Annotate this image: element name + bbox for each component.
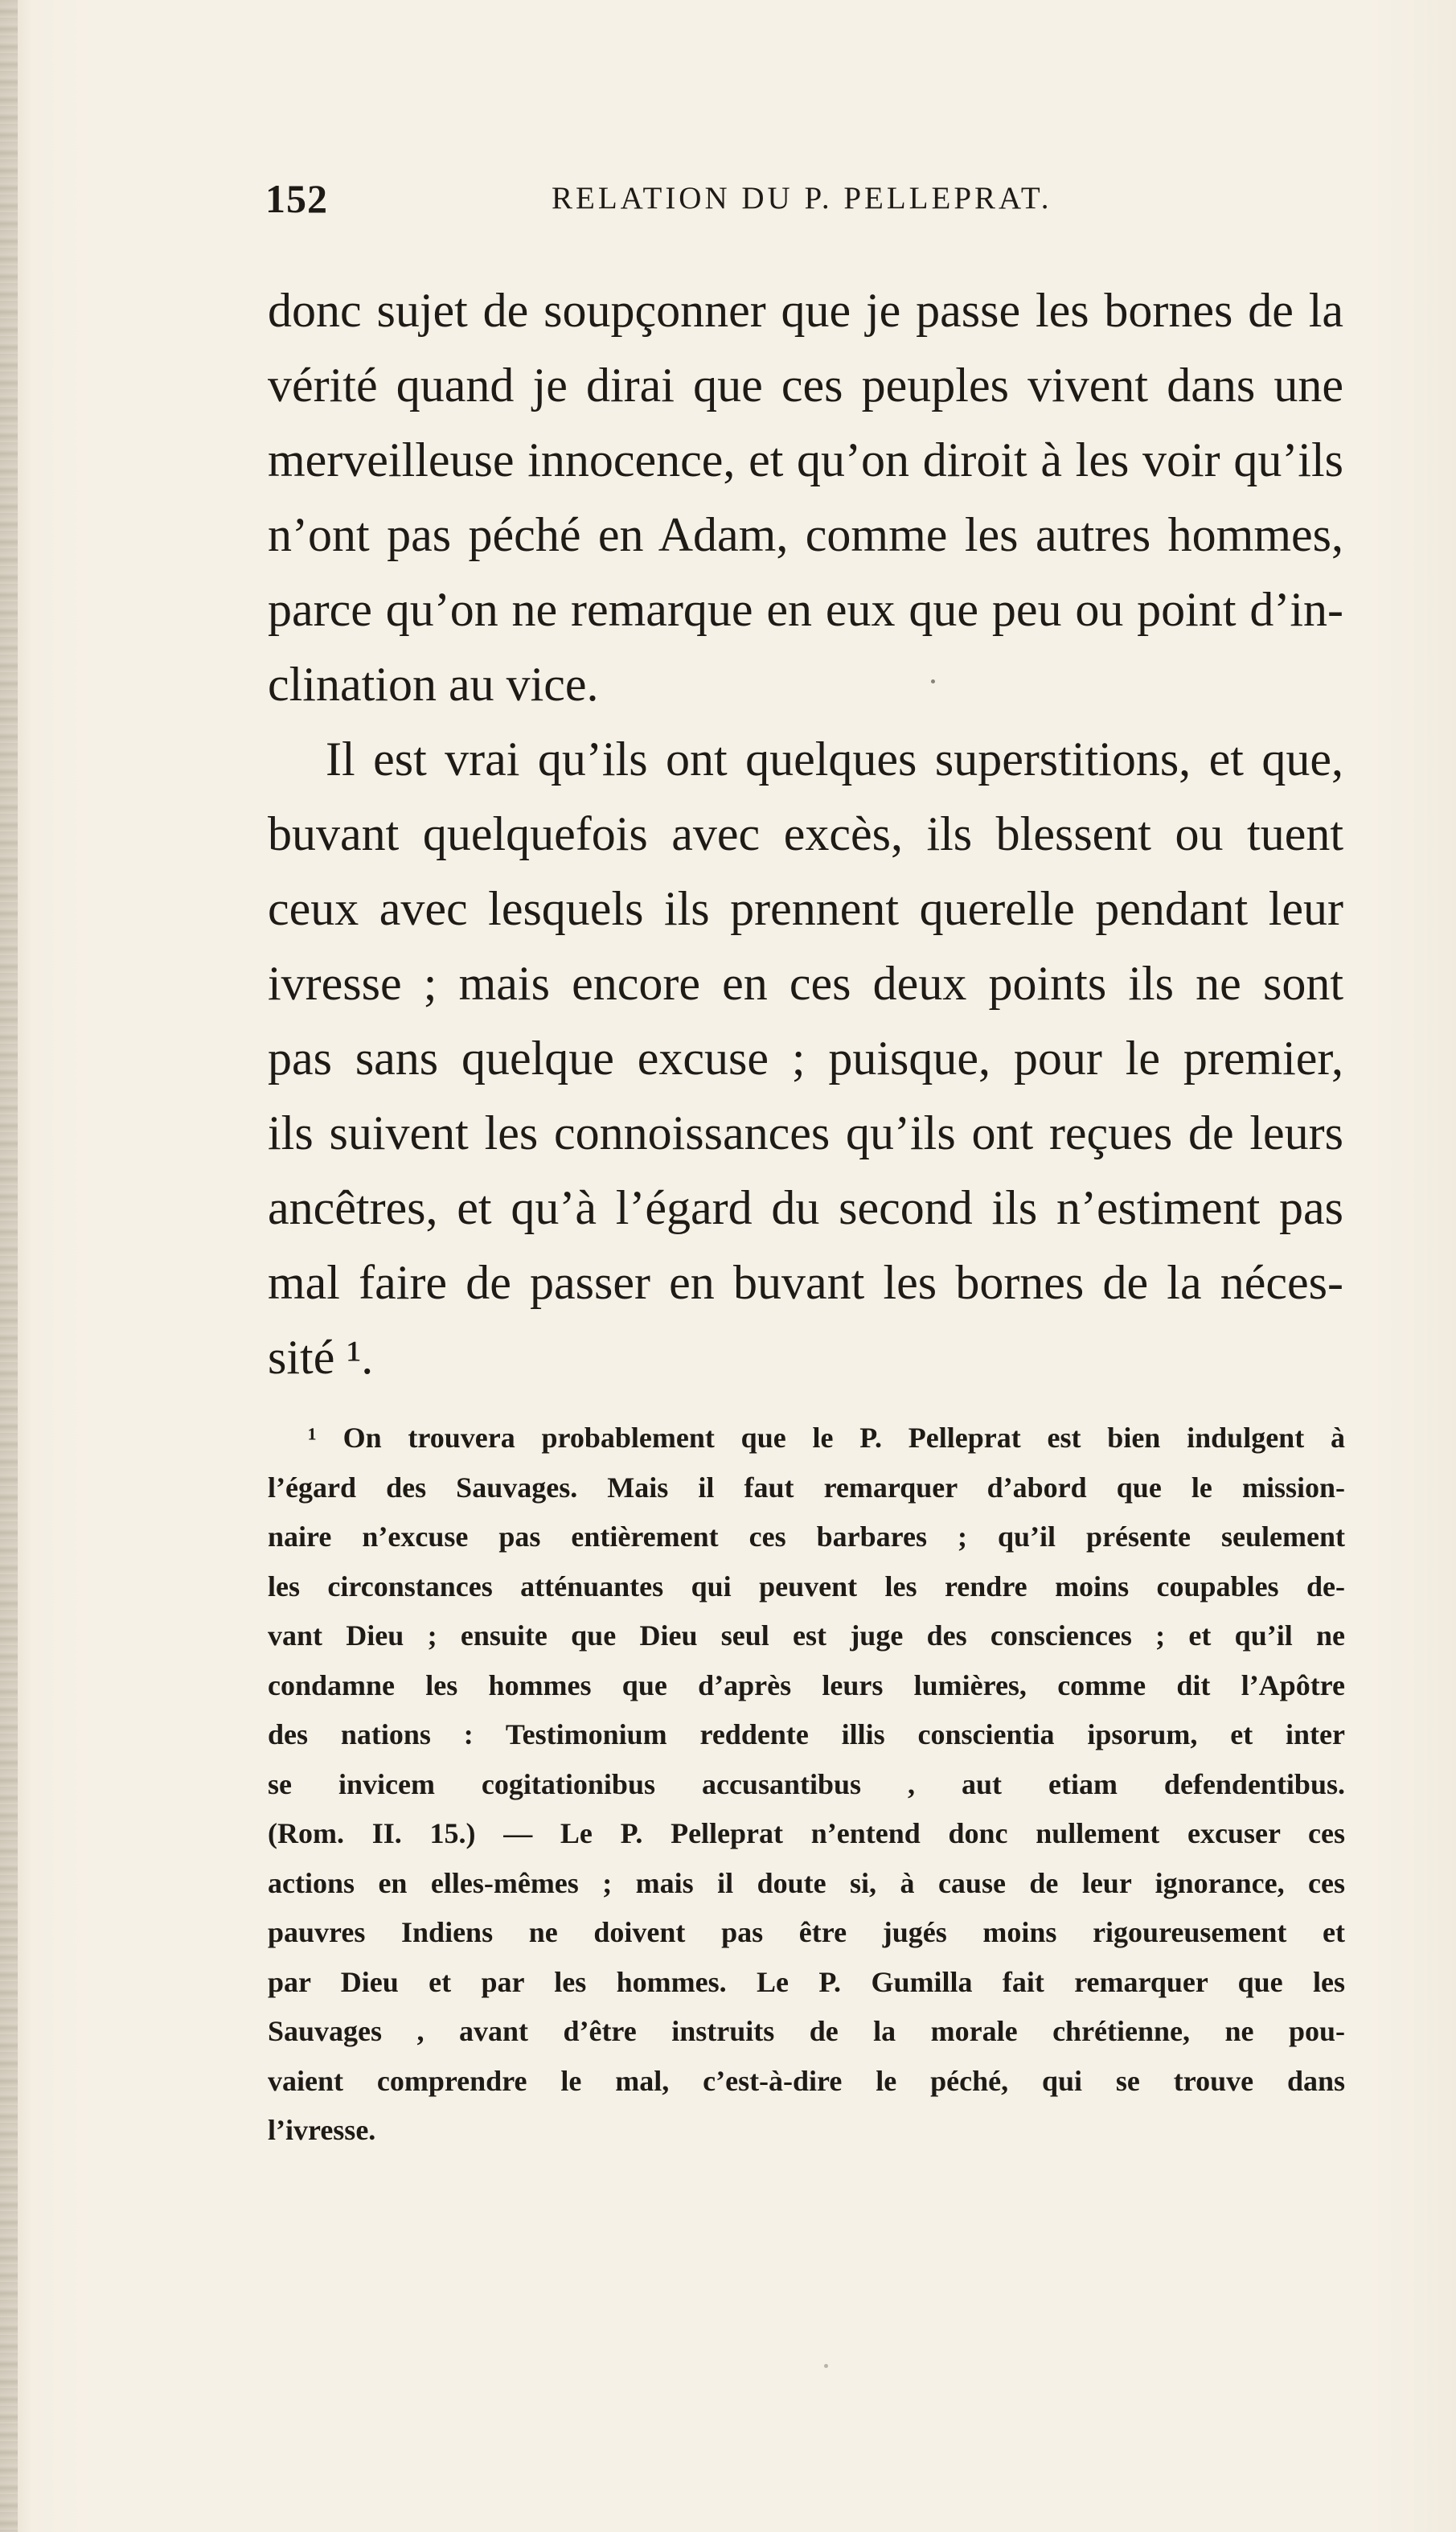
text-line: clination au vice. bbox=[268, 658, 599, 711]
text-line: n’ont pas péché en Adam, comme les autres hommes, bbox=[268, 508, 1343, 561]
page-binding-edge bbox=[0, 0, 18, 2532]
running-head bbox=[265, 175, 1343, 224]
footnote-line: pauvres Indiens ne doivent pas être jugés moins rigoureusement et bbox=[268, 1916, 1345, 1948]
text-line: merveilleuse innocence, et qu’on diroit à les voir qu’ils bbox=[268, 433, 1343, 486]
footnote-line: l’égard des Sauvages. Mais il faut remarquer d’abord que le mission- bbox=[268, 1471, 1345, 1504]
footnote-line: l’ivresse. bbox=[268, 2114, 376, 2146]
footnote-line: Sauvages , avant d’être instruits de la morale chrétienne, ne pou- bbox=[268, 2015, 1345, 2047]
footnote-line: les circonstances atténuantes qui peuvent les rendre moins coupables de- bbox=[268, 1570, 1345, 1603]
text-line: pas sans quelque excuse ; puisque, pour le premier, bbox=[268, 1032, 1343, 1085]
footnote-line: des nations : Testimonium reddente illis conscientia ipsorum, et inter bbox=[268, 1718, 1345, 1750]
footnote-line: se invicem cogitationibus accusantibus , aut etiam defendentibus. bbox=[268, 1767, 1345, 1800]
running-title: RELATION DU P. PELLEPRAT. bbox=[552, 181, 1052, 215]
footnote-line: ¹ On trouvera probablement que le P. Pelleprat est bien indulgent à bbox=[308, 1422, 1345, 1454]
text-line: donc sujet de soupçonner que je passe les bornes de la bbox=[268, 284, 1343, 337]
text-line: ivresse ; mais encore en ces deux points ils ne sont bbox=[268, 957, 1343, 1010]
print-speck bbox=[931, 679, 935, 683]
text-line: buvant quelquefois avec excès, ils blessent ou tuent bbox=[268, 807, 1343, 860]
text-line: sité ¹. bbox=[268, 1331, 374, 1384]
footnote bbox=[268, 1414, 1345, 2156]
print-speck bbox=[824, 2364, 828, 2368]
footnote-line: vant Dieu ; ensuite que Dieu seul est juge des consciences ; et qu’il ne bbox=[268, 1619, 1345, 1652]
footnote-line: condamne les hommes que d’après leurs lumières, comme dit l’Apôtre bbox=[268, 1668, 1345, 1701]
text-line: ancêtres, et qu’à l’égard du second ils n’estiment pas bbox=[268, 1181, 1343, 1234]
page-number: 152 bbox=[265, 176, 328, 221]
text-line: ceux avec lesquels ils prennent querelle pendant leur bbox=[268, 882, 1343, 935]
text-line: Il est vrai qu’ils ont quelques superstitions, et que, bbox=[326, 733, 1343, 786]
footnote-line: (Rom. II. 15.) — Le P. Pelleprat n’entend donc nullement excuser ces bbox=[268, 1817, 1345, 1849]
footnote-line: par Dieu et par les hommes. Le P. Gumilla fait remarquer que les bbox=[268, 1965, 1345, 1998]
text-line: mal faire de passer en buvant les bornes de la néces- bbox=[268, 1256, 1343, 1309]
main-text bbox=[268, 273, 1343, 1395]
footnote-line: naire n’excuse pas entièrement ces barbares ; qu’il présente seulement bbox=[268, 1520, 1345, 1553]
footnote-line: vaient comprendre le mal, c’est-à-dire le péché, qui se trouve dans bbox=[268, 2064, 1345, 2097]
text-line: ils suivent les connoissances qu’ils ont reçues de leurs bbox=[268, 1106, 1343, 1159]
text-line: parce qu’on ne remarque en eux que peu ou point d’in- bbox=[268, 583, 1343, 636]
footnote-line: actions en elles-mêmes ; mais il doute si, à cause de leur ignorance, ces bbox=[268, 1866, 1345, 1899]
text-line: vérité quand je dirai que ces peuples vivent dans une bbox=[268, 359, 1343, 412]
